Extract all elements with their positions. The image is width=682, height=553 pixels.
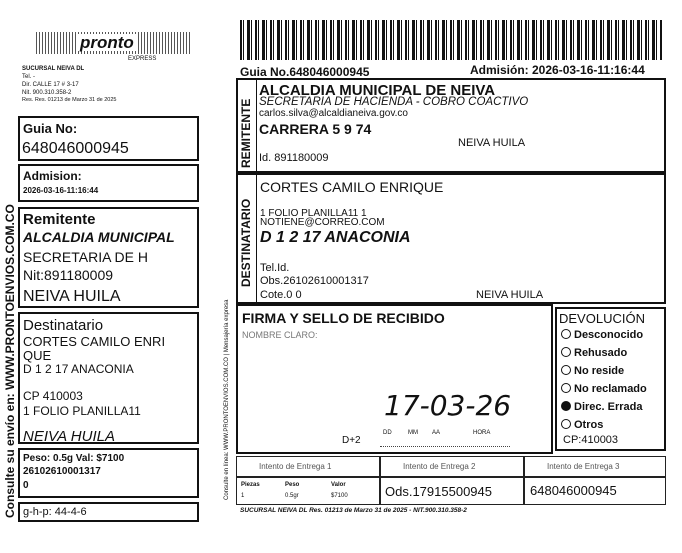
dd-label: DD (383, 430, 392, 436)
destinatario-vlabel: DESTINATARIO (239, 198, 253, 287)
peso-box (18, 448, 199, 498)
guia-box (18, 116, 199, 161)
branch-nit: Nit. 900.310.358-2 (22, 90, 72, 96)
piezas-box (236, 477, 380, 505)
devolucion-cp: CP:410003 (563, 434, 619, 446)
dest-cote: Cote.0 0 (260, 289, 302, 301)
radio-icon[interactable] (561, 383, 571, 393)
dest-city: NEIVA HUILA (476, 289, 544, 301)
dest-address: D 1 2 17 ANACONIA (23, 362, 134, 376)
intento-3: Intento de Entrega 3 (524, 456, 666, 477)
guia-number: 648046000945 (22, 140, 129, 157)
branch-address: Dir. CALLE 17 # 3-17 (22, 82, 79, 88)
admision-box (18, 164, 199, 202)
intento-1: Intento de Entrega 1 (236, 456, 380, 477)
branch-resolution: Res. Res. 01213 de Marzo 31 de 2025 (22, 97, 117, 103)
dest-folio: 1 FOLIO PLANILLA11 (23, 404, 141, 418)
left-stub (0, 0, 200, 553)
devolucion-option[interactable]: Otros (561, 419, 603, 431)
company-logo (36, 32, 192, 54)
peso-label: Peso (285, 482, 300, 488)
remitente-box (18, 207, 199, 308)
valor-value: $7100 (331, 493, 348, 499)
destinatario-box (18, 312, 199, 444)
logo-text: pronto (80, 33, 134, 52)
devolucion-title: DEVOLUCIÓN (559, 311, 645, 326)
footer-text: SUCURSAL NEIVA DL Res. 01213 de Marzo 31 de 2025 - NIT.900.310.358-2 (240, 507, 467, 514)
dest-name: CORTES CAMILO ENRIQUE (260, 179, 444, 195)
barcode (240, 20, 662, 60)
branch-name: SUCURSAL NEIVA DL (22, 66, 85, 72)
logo-tagline: EXPRESS (128, 56, 157, 62)
intento-2: Intento de Entrega 2 (380, 456, 524, 477)
dest-address: D 1 2 17 ANACONIA (260, 229, 411, 246)
rem-email: carlos.silva@alcaldianeiva.gov.co (259, 108, 408, 119)
remitente-nit: Nit:891180009 (23, 267, 114, 283)
radio-icon[interactable] (561, 347, 571, 357)
id-line: 26102610001317 (23, 466, 101, 477)
branch-tel: Tel. - (22, 74, 36, 80)
peso-value: 0.5gr (285, 493, 299, 499)
dest-tel: Tel.Id. (260, 262, 290, 274)
remitente-label: Remitente (23, 211, 96, 228)
rem-name: ALCALDIA MUNICIPAL DE NEIVA (259, 82, 496, 99)
devolucion-option[interactable]: Rehusado (561, 347, 627, 359)
ghp-box (18, 502, 199, 522)
ods-box (380, 477, 524, 505)
vertical-url: Consulte su envío en: WWW.PRONTOENVIOS.COM.CO (3, 204, 17, 518)
devolucion-option-selected[interactable]: Direc. Errada (561, 401, 642, 413)
ghp-line: g-h-p: 44-4-6 (23, 506, 87, 518)
devolucion-option[interactable]: No reside (561, 365, 624, 377)
rem-id: Id. 891180009 (259, 152, 329, 164)
guia-header: Guia No.648046000945 (240, 65, 370, 79)
firma-section (236, 304, 553, 454)
rem-address: CARRERA 5 9 74 (259, 121, 372, 137)
remitente-name: ALCALDIA MUNICIPAL (23, 229, 175, 245)
rem-dept: SECRETARIA DE HACIENDA - COBRO COACTIVO (259, 96, 529, 108)
admision-header: Admisión: 2026-03-16-11:16:44 (470, 63, 645, 77)
dest-cp: CP 410003 (23, 389, 83, 403)
d2-label: D+2 (342, 435, 361, 446)
dest-name-1: CORTES CAMILO ENRI (23, 334, 166, 349)
ods-value: Ods.17915500945 (385, 484, 492, 499)
remitente-city: NEIVA HUILA (23, 288, 121, 305)
remitente-section (236, 78, 666, 173)
radio-icon[interactable] (561, 365, 571, 375)
guia-bottom-box (524, 477, 666, 505)
zero-line: 0 (23, 480, 29, 491)
firma-title: FIRMA Y SELLO DE RECIBIDO (242, 310, 445, 326)
piezas-value: 1 (241, 493, 245, 499)
rem-city: NEIVA HUILA (458, 137, 526, 149)
destinatario-section (236, 173, 666, 304)
vertical-small-text: Consulte en línea: WWW.PRONTOENVIOS.COM.CO | Mensajería expresa (224, 299, 230, 500)
dest-obs: Obs.26102610001317 (260, 275, 369, 287)
dest-email: NOTIENE@CORREO.COM (260, 217, 385, 228)
destinatario-label: Destinatario (23, 317, 104, 334)
devolucion-section (555, 307, 666, 451)
remitente-vlabel: REMITENTE (239, 98, 253, 168)
devolucion-option[interactable]: Desconocido (561, 329, 643, 341)
piezas-label: Piezas (241, 482, 260, 488)
nombre-claro: NOMBRE CLARO: (242, 330, 318, 340)
dest-city: NEIVA HUILA (23, 428, 115, 445)
peso-line: Peso: 0.5g Val: $7100 (23, 453, 125, 464)
radio-checked-icon[interactable] (561, 401, 571, 411)
radio-icon[interactable] (561, 329, 571, 339)
aa-label: AA (432, 430, 441, 436)
date-underline (380, 446, 510, 447)
dest-name-2: QUE (23, 348, 52, 363)
valor-label: Valor (331, 482, 346, 488)
radio-icon[interactable] (561, 419, 571, 429)
mm-label: MM (408, 430, 418, 436)
remitente-dept: SECRETARIA DE H (23, 249, 148, 265)
guia-label: Guia No: (23, 121, 78, 136)
admision-value: 2026-03-16-11:16:44 (23, 186, 99, 195)
devolucion-option[interactable]: No reclamado (561, 383, 647, 395)
guia-bottom: 648046000945 (530, 483, 617, 498)
handwritten-date: 17-03-26 (384, 389, 512, 422)
admision-label: Admision: (23, 169, 82, 183)
dest-folio: 1 FOLIO PLANILLA11 1 (260, 208, 367, 219)
hora-label: HORA (473, 430, 491, 436)
